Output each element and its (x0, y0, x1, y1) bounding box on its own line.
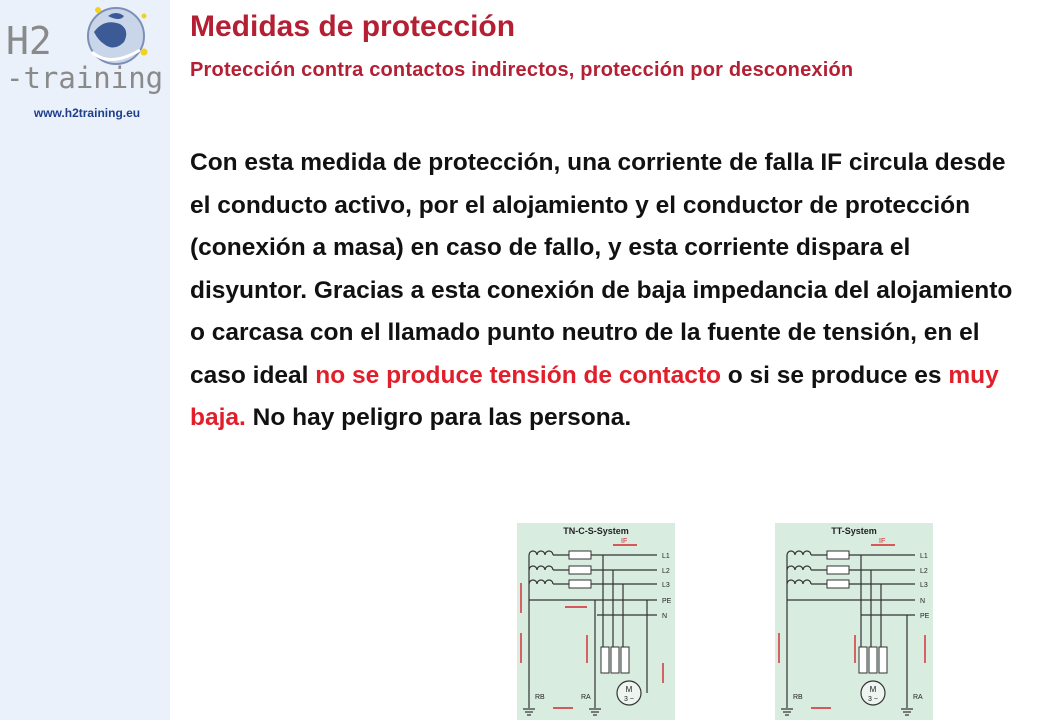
diagram2-label-l1: L1 (920, 553, 928, 560)
tt-system-diagram (775, 523, 933, 720)
diagram2-label-rb: RB (793, 694, 803, 701)
diagram1-label-l1: L1 (662, 553, 670, 560)
diagram2-title: TT-System (831, 526, 877, 536)
diagram2-motor-phase: 3 ~ (868, 696, 878, 703)
diagram2-label-l2: L2 (920, 568, 928, 575)
diagram1-motor-phase: 3 ~ (624, 696, 634, 703)
body-highlight-no-contact-voltage: no se produce tensión de contacto (315, 361, 721, 389)
body-text-part1: Con esta medida de protección, una corriente de falla IF circula desde el conducto activo, por el alojamiento y el conductor de protección (conexión a masa) en caso de fallo, y esta corriente dispara el disyuntor. Gracias a esta conexión de baja impedancia del alojamiento o carcasa con el llamado punto neutro de la fuente de tensión, en el caso ideal (190, 149, 1013, 389)
diagram2-label-pe: PE (920, 613, 930, 620)
tn-c-s-system-schematic (517, 523, 675, 720)
diagram1-label-if: IF (621, 538, 628, 545)
sidebar (0, 0, 170, 720)
diagram1-label-l3: L3 (662, 582, 670, 589)
tt-system-schematic (775, 523, 933, 720)
diagram2-label-n: N (920, 598, 926, 605)
diagram1-label-n: N (662, 613, 668, 620)
diagram1-title: TN-C-S-System (563, 526, 629, 536)
logo-training-text: -training (6, 61, 164, 95)
diagram1-label-ra: RA (581, 694, 591, 701)
diagram1-motor-label: M (625, 685, 633, 694)
diagram2-motor-label: M (869, 685, 877, 694)
h2-training-logo (4, 2, 164, 102)
site-url[interactable]: www.h2training.eu (33, 106, 141, 120)
diagram1-label-l2: L2 (662, 568, 670, 575)
diagram1-label-pe: PE (662, 598, 672, 605)
body-text-part2: o si se produce es (720, 361, 949, 389)
body-paragraph (190, 142, 1030, 440)
page-subtitle: Protección contra contactos indirectos, protección por desconexión (190, 59, 854, 81)
diagram1-label-rb: RB (535, 694, 545, 701)
diagram2-label-l3: L3 (920, 582, 928, 589)
diagram2-label-ra: RA (913, 694, 923, 701)
logo-h2-text: H2 (6, 19, 52, 63)
tn-c-s-system-diagram (517, 523, 675, 720)
page-title: Medidas de protección (190, 10, 516, 43)
diagram2-label-if: IF (879, 538, 886, 545)
body-highlight-very-low: muy baja. (190, 361, 999, 431)
body-text-part3: No hay peligro para las persona. (245, 404, 632, 431)
